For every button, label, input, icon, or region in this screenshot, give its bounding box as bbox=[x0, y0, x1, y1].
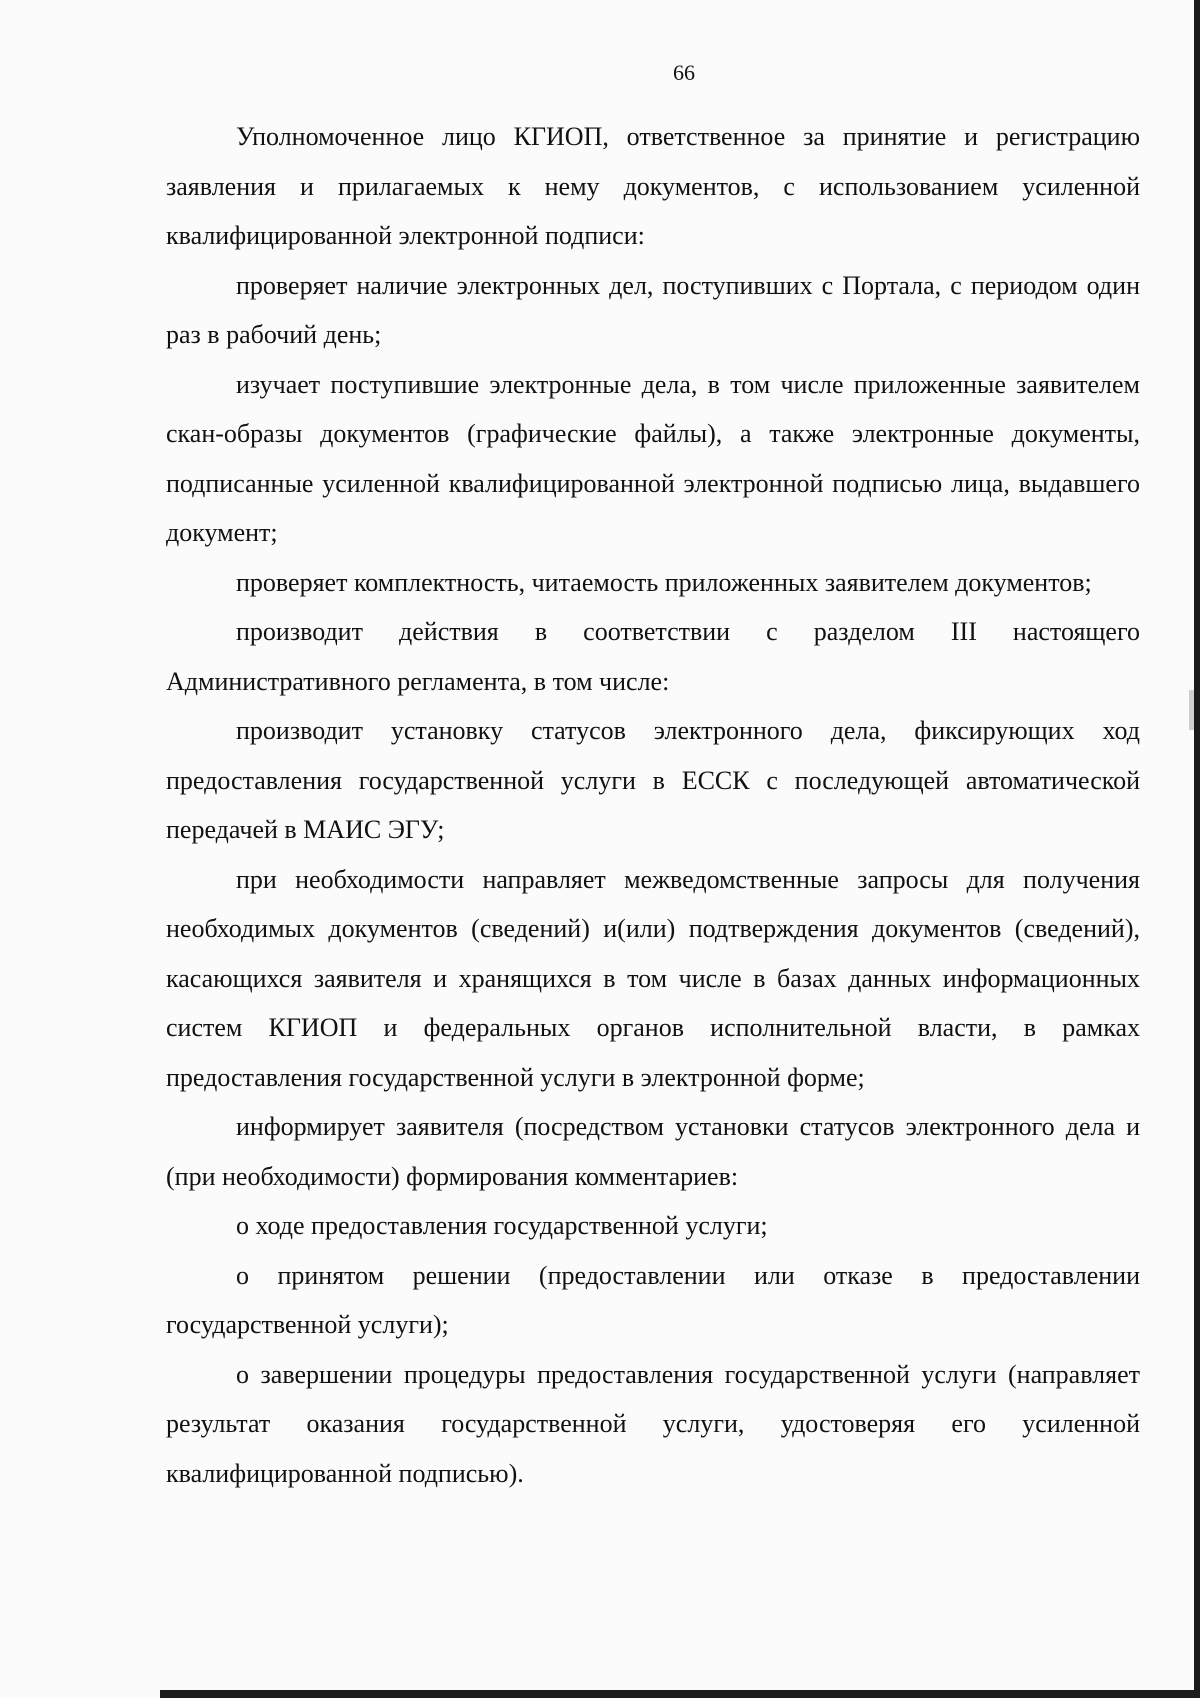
paragraph-interagency-requests: при необходимости направляет межведомственные запросы для получения необходимых документов (сведений) и(или) подтверждения документов (сведений), касающихся заявителя и хранящихся в том числе в базах данных информационных систем КГИОП и федеральных органов исполнительной власти, в рамках предоставления государственной услуги в электронной форме; bbox=[166, 864, 1140, 1092]
paragraph-studies-cases: изучает поступившие электронные дела, в том числе приложенные заявителем скан-образы документов (графические файлы), а также электронные документы, подписанные усиленной квалифицированной электронной подписью лица, выдавшего документ; bbox=[166, 369, 1140, 547]
scan-edge-mark bbox=[1189, 690, 1194, 730]
document-body bbox=[166, 112, 1140, 1498]
paragraph-progress: о ходе предоставления государственной услуги; bbox=[236, 1211, 768, 1240]
paragraph-informs-applicant: информирует заявителя (посредством установки статусов электронного дела и (при необходимости) формирования комментариев: bbox=[166, 1112, 1140, 1191]
paragraph-sets-statuses: производит установку статусов электронного дела, фиксирующих ход предоставления государственной услуги в ЕССК с последующей автоматической передачей в МАИС ЭГУ; bbox=[166, 716, 1140, 844]
paragraph-checks-completeness: проверяет комплектность, читаемость приложенных заявителем документов; bbox=[236, 567, 1092, 597]
paragraph-checks-cases: проверяет наличие электронных дел, поступивших с Портала, с периодом один раз в рабочий день; bbox=[166, 270, 1140, 349]
paragraph-authorized-person: Уполномоченное лицо КГИОП, ответственное за принятие и регистрацию заявления и прилагаемых к нему документов, с использованием усиленной квалифицированной электронной подписи: bbox=[166, 122, 1140, 250]
paragraph-performs-actions: производит действия в соответствии с разделом III настоящего Административного регламента, в том числе: bbox=[166, 617, 1140, 696]
paragraph-completion: о завершении процедуры предоставления государственной услуги (направляет результат оказания государственной услуги, удостоверяя его усиленной квалифицированной подписью). bbox=[166, 1359, 1140, 1488]
scan-edge-bottom bbox=[160, 1690, 1200, 1698]
page-number: 66 bbox=[673, 60, 695, 85]
paragraph-decision: о принятом решении (предоставлении или отказе в предоставлении государственной услуги); bbox=[166, 1260, 1140, 1339]
scan-edge-right bbox=[1194, 0, 1200, 1698]
